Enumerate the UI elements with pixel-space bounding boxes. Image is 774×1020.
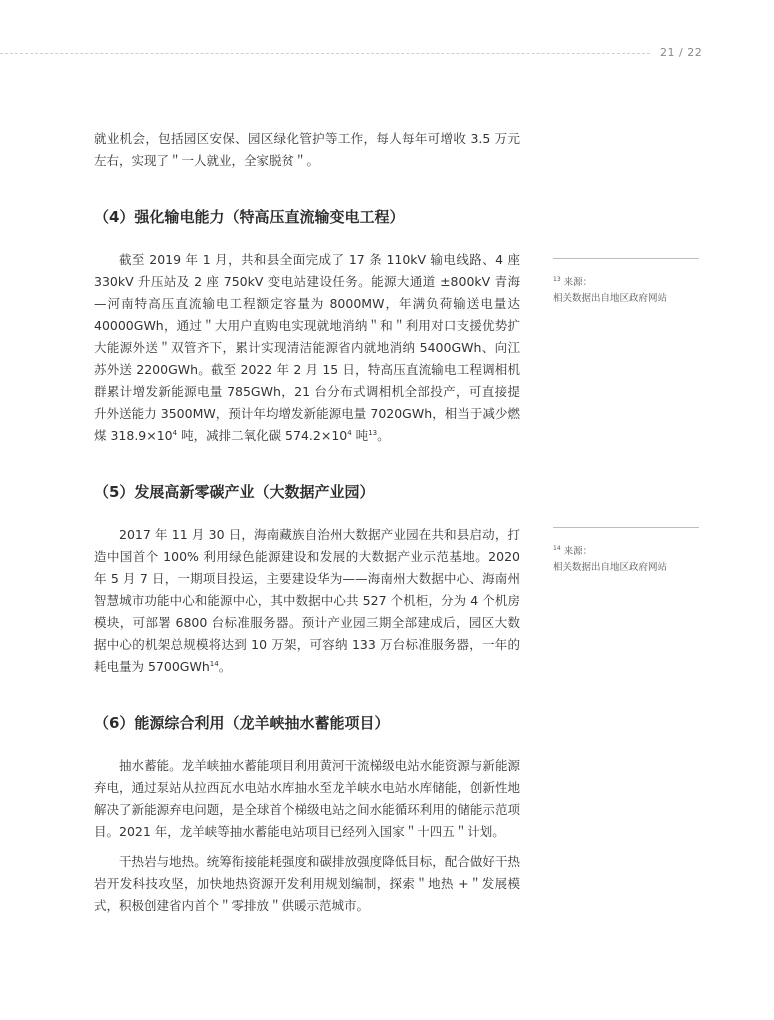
footnote-13-text: 相关数据出自地区政府网站	[553, 293, 668, 304]
section-heading-4: （4）强化输电能力（特高压直流输变电工程）	[94, 208, 405, 226]
paragraph-bigdata-period: 。	[218, 659, 232, 674]
paragraph-geothermal: 干热岩与地热。统筹衔接能耗强度和碳排放强度降低目标，配合做好干热岩开发科技攻坚，加快地热资源开发利用规划编制，探索＂地热 +＂发展模式，积极创建省内首个＂零排放＂供暖示范城市。	[94, 854, 520, 913]
footnote-ref-14[interactable]: 14	[209, 660, 219, 668]
paragraph-transmission-period: 。	[377, 428, 390, 443]
page-number: 21 / 22	[660, 46, 703, 59]
paragraph-transmission-mid: 吨，减排二氧化碳 574.2×10	[177, 428, 348, 443]
paragraph-continuation: 就业机会，包括园区安保、园区绿化管护等工作，每人每年可增收 3.5 万元左右，实现了＂一人就业，全家脱贫＂。	[94, 131, 520, 168]
footnote-13-number: 13	[553, 276, 561, 283]
paragraph-bigdata-text: 2017 年 11 月 30 日，海南藏族自治州大数据产业园在共和县启动，打造中国首个 100% 利用绿色能源建设和发展的大数据产业示范基地。2020 年 5 月 7 日，一期项目投运，主要建设华为——海南州大数据中心、海南州智慧城市功能中心和能源中心，其中数据中心共 527 个机柜，分为 4 个机房模块，可部署 6800 台标准服务器。预计产业园三期全部建成后，园区大数据中心的机架总规模将达到 10 万架，可容纳 133 万台标准服务器，一年的耗电量为 5700GWh	[94, 527, 520, 674]
superscript-exp-2: 4	[347, 429, 352, 437]
footnote-13-label	[553, 275, 699, 291]
paragraph-pumped-storage: 抽水蓄能。龙羊峡抽水蓄能项目利用黄河干流梯级电站水能资源与新能源弃电，通过泵站从拉西瓦水电站水库抽水至龙羊峡水电站水库储能，创新性地解决了新能源弃电问题，是全球首个梯级电站之间水能循环利用的储能示范项目。2021 年，龙羊峡等抽水蓄能电站项目已经列入国家＂十四五＂计划。	[94, 758, 520, 839]
header-divider	[0, 53, 650, 54]
section-heading-6: （6）能源综合利用（龙羊峡抽水蓄能项目）	[94, 714, 390, 732]
superscript-exp-1: 4	[172, 429, 178, 437]
paragraph-bigdata	[94, 524, 520, 678]
paragraph-transmission	[94, 249, 520, 447]
footnote-14-source-label: 来源：	[560, 546, 593, 557]
footnote-13-source-label: 来源：	[560, 277, 593, 288]
paragraph-transmission-text: 截至 2019 年 1 月，共和县全面完成了 17 条 110kV 输电线路、4 座 330kV 升压站及 2 座 750kV 变电站建设任务。能源大通道 ±800kV 青海—河南特高压直流输电工程额定容量为 8000MW，年满负荷输送电量达 40000GWh，通过＂大用户直购电实现就地消纳＂和＂利用对口支援优势扩大能源外送＂双管齐下，累计实现清洁能源省内就地消纳 5400GWh、向江苏外送 2200GWh。截至 2022 年 2 月 15 日，特高压直流输电工程调相机群累计增发新能源电量 785GWh，21 台分布式调相机全部投产，可直接提升外送能力 3500MW，预计年均增发新能源电量 7020GWh，相当于减少燃煤 318.9×10	[94, 252, 520, 443]
footnote-14-text: 相关数据出自地区政府网站	[553, 562, 668, 573]
footnote-13	[553, 258, 699, 307]
footnote-14-number: 14	[553, 545, 561, 552]
footnote-14	[553, 527, 699, 576]
footnote-ref-13[interactable]: 13	[368, 429, 378, 437]
main-content	[94, 128, 520, 917]
paragraph-transmission-end: 吨	[351, 428, 369, 443]
footnote-14-label	[553, 544, 699, 560]
section-heading-5: （5）发展高新零碳产业（大数据产业园）	[94, 483, 375, 501]
